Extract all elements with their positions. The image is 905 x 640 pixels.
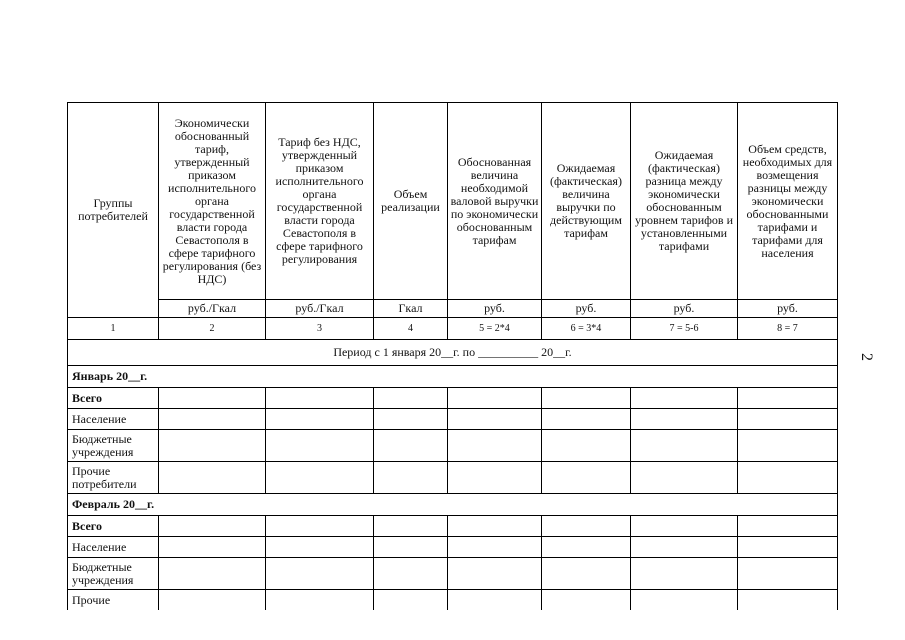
data-cell[interactable] bbox=[159, 516, 266, 537]
month-row bbox=[68, 366, 838, 388]
data-cell[interactable] bbox=[266, 558, 374, 590]
month-title: Февраль 20__г. bbox=[68, 494, 838, 516]
unit-cell: руб./Гкал bbox=[266, 300, 374, 318]
header-justified-revenue: Обоснованная величина необходимой валовой выручки по экономически обоснованным тарифам bbox=[448, 103, 542, 300]
row-label: Население bbox=[68, 537, 159, 558]
data-cell[interactable] bbox=[159, 462, 266, 494]
column-number: 7 = 5-6 bbox=[631, 318, 738, 340]
data-cell[interactable] bbox=[266, 462, 374, 494]
data-cell[interactable] bbox=[631, 462, 738, 494]
data-cell[interactable] bbox=[159, 590, 266, 611]
table-row bbox=[68, 388, 838, 409]
row-label: Население bbox=[68, 409, 159, 430]
header-sales-volume: Объем реализации bbox=[374, 103, 448, 300]
data-cell[interactable] bbox=[631, 537, 738, 558]
data-cell[interactable] bbox=[448, 558, 542, 590]
unit-cell: руб. bbox=[448, 300, 542, 318]
data-cell[interactable] bbox=[631, 516, 738, 537]
header-consumer-groups: Группы потребителей bbox=[68, 103, 159, 318]
data-cell[interactable] bbox=[542, 409, 631, 430]
unit-cell: руб. bbox=[738, 300, 838, 318]
period-row bbox=[68, 340, 838, 366]
table-row bbox=[68, 409, 838, 430]
data-cell[interactable] bbox=[448, 462, 542, 494]
data-cell[interactable] bbox=[542, 537, 631, 558]
column-numbers-row bbox=[68, 318, 838, 340]
units-row bbox=[68, 300, 838, 318]
table-row bbox=[68, 558, 838, 590]
header-economic-tariff: Экономически обоснованный тариф, утвержденный приказом исполнительного органа государственной власти города Севастополя в сфере тарифного регулирования (без НДС) bbox=[159, 103, 266, 300]
data-cell[interactable] bbox=[738, 430, 838, 462]
data-cell[interactable] bbox=[448, 430, 542, 462]
data-cell[interactable] bbox=[738, 516, 838, 537]
row-label: Всего bbox=[68, 388, 159, 409]
data-cell[interactable] bbox=[374, 558, 448, 590]
column-number: 3 bbox=[266, 318, 374, 340]
data-cell[interactable] bbox=[266, 516, 374, 537]
header-row bbox=[68, 103, 838, 300]
page-number: 2 bbox=[858, 353, 875, 361]
data-cell[interactable] bbox=[266, 409, 374, 430]
data-cell[interactable] bbox=[374, 590, 448, 611]
data-cell[interactable] bbox=[631, 409, 738, 430]
data-cell[interactable] bbox=[631, 558, 738, 590]
table-row bbox=[68, 430, 838, 462]
column-number: 2 bbox=[159, 318, 266, 340]
data-cell[interactable] bbox=[374, 537, 448, 558]
data-cell[interactable] bbox=[266, 430, 374, 462]
data-cell[interactable] bbox=[738, 388, 838, 409]
table-row bbox=[68, 462, 838, 494]
header-expected-revenue: Ожидаемая (фактическая) величина выручки по действующим тарифам bbox=[542, 103, 631, 300]
data-cell[interactable] bbox=[266, 388, 374, 409]
data-cell[interactable] bbox=[542, 388, 631, 409]
data-cell[interactable] bbox=[542, 430, 631, 462]
unit-cell: Гкал bbox=[374, 300, 448, 318]
table-row bbox=[68, 516, 838, 537]
data-cell[interactable] bbox=[542, 558, 631, 590]
data-cell[interactable] bbox=[374, 462, 448, 494]
data-cell[interactable] bbox=[159, 430, 266, 462]
data-cell[interactable] bbox=[448, 388, 542, 409]
data-cell[interactable] bbox=[448, 409, 542, 430]
data-cell[interactable] bbox=[738, 462, 838, 494]
data-cell[interactable] bbox=[542, 590, 631, 611]
column-number: 1 bbox=[68, 318, 159, 340]
data-cell[interactable] bbox=[631, 388, 738, 409]
row-label: Бюджетные учреждения bbox=[68, 558, 159, 590]
header-compensation-volume: Объем средств, необходимых для возмещения разницы между экономически обоснованными тарифами и тарифами для населения bbox=[738, 103, 838, 300]
data-cell[interactable] bbox=[159, 409, 266, 430]
data-cell[interactable] bbox=[159, 537, 266, 558]
data-cell[interactable] bbox=[374, 409, 448, 430]
data-cell[interactable] bbox=[159, 388, 266, 409]
data-cell[interactable] bbox=[374, 516, 448, 537]
column-number: 6 = 3*4 bbox=[542, 318, 631, 340]
unit-cell: руб./Гкал bbox=[159, 300, 266, 318]
table-row bbox=[68, 590, 838, 611]
row-label: Прочие потребители bbox=[68, 462, 159, 494]
data-cell[interactable] bbox=[542, 462, 631, 494]
data-cell[interactable] bbox=[631, 430, 738, 462]
month-title: Январь 20__г. bbox=[68, 366, 838, 388]
data-cell[interactable] bbox=[738, 537, 838, 558]
data-cell[interactable] bbox=[266, 590, 374, 611]
column-number: 4 bbox=[374, 318, 448, 340]
column-number: 8 = 7 bbox=[738, 318, 838, 340]
period-label: Период с 1 января 20__г. по __________ 20__г. bbox=[68, 340, 838, 366]
data-cell[interactable] bbox=[374, 388, 448, 409]
data-cell[interactable] bbox=[631, 590, 738, 611]
row-label: Прочие bbox=[68, 590, 159, 611]
month-row bbox=[68, 494, 838, 516]
data-cell[interactable] bbox=[448, 537, 542, 558]
data-cell[interactable] bbox=[159, 558, 266, 590]
data-cell[interactable] bbox=[374, 430, 448, 462]
row-label: Бюджетные учреждения bbox=[68, 430, 159, 462]
data-cell[interactable] bbox=[266, 537, 374, 558]
data-cell[interactable] bbox=[542, 516, 631, 537]
row-label: Всего bbox=[68, 516, 159, 537]
data-cell[interactable] bbox=[448, 516, 542, 537]
data-cell[interactable] bbox=[738, 558, 838, 590]
header-expected-difference: Ожидаемая (фактическая) разница между экономически обоснованным уровнем тарифов и установленными тарифами bbox=[631, 103, 738, 300]
data-cell[interactable] bbox=[448, 590, 542, 611]
unit-cell: руб. bbox=[542, 300, 631, 318]
unit-cell: руб. bbox=[631, 300, 738, 318]
data-cell[interactable] bbox=[738, 409, 838, 430]
header-tariff-no-vat: Тариф без НДС, утвержденный приказом исполнительного органа государственной власти города Севастополя в сфере тарифного регулирования bbox=[266, 103, 374, 300]
data-cell[interactable] bbox=[738, 590, 838, 611]
table-row bbox=[68, 537, 838, 558]
tariff-table bbox=[67, 102, 838, 610]
column-number: 5 = 2*4 bbox=[448, 318, 542, 340]
